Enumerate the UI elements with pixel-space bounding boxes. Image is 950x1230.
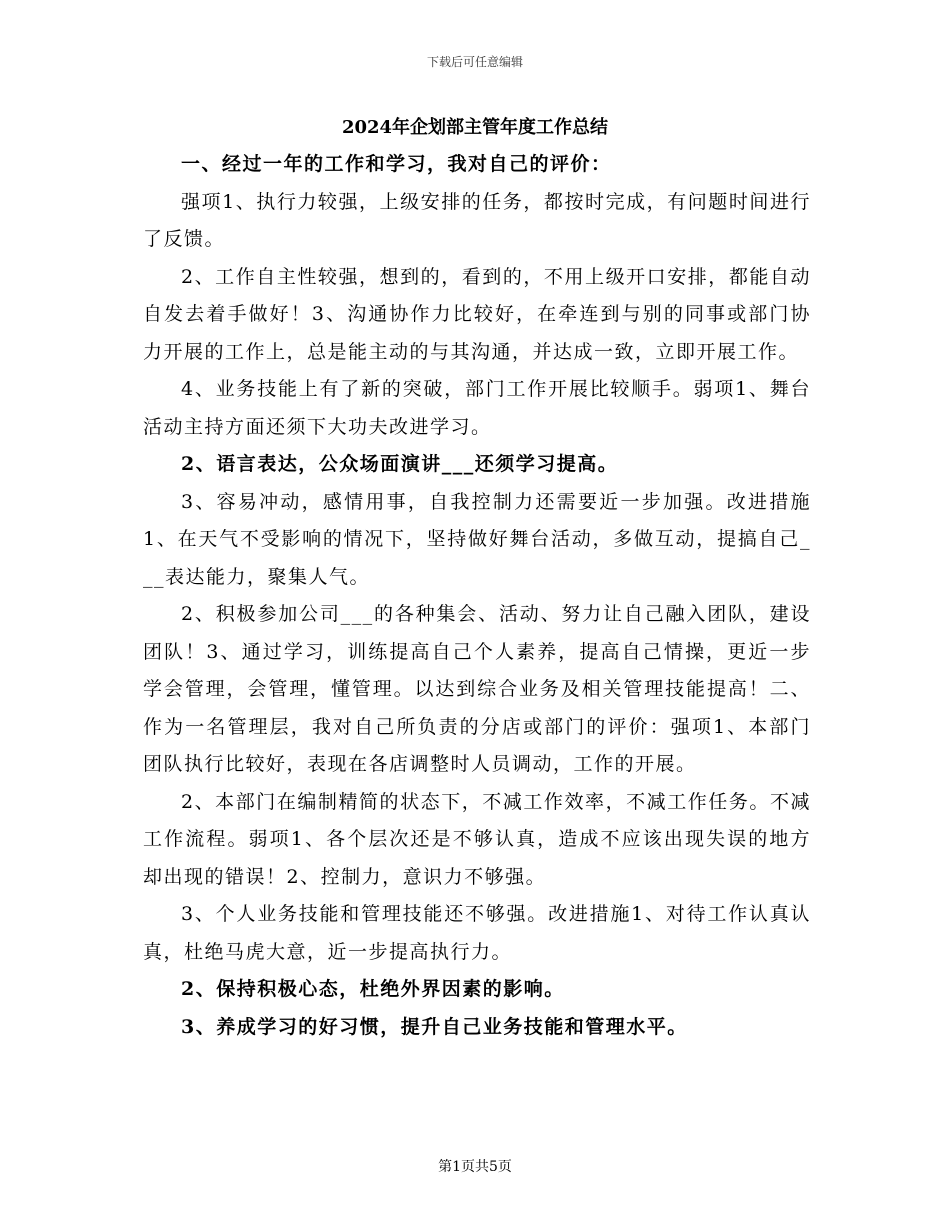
paragraph: 强项1、执行力较强，上级安排的任务，都按时完成，有问题时间进行了反馈。: [143, 190, 811, 250]
paragraph: 3、容易冲动，感情用事，自我控制力还需要近一步加强。改进措施1、在天气不受影响的情况下，坚持做好舞台活动，多做互动，提搞自己___表达能力，聚集人气。: [143, 490, 811, 588]
paragraph: 2、本部门在编制精简的状态下，不减工作效率，不减工作任务。不减工作流程。弱项1、各个层次还是不够认真，造成不应该出现失误的地方却出现的错误！2、控制力，意识力不够强。: [143, 790, 811, 888]
paragraph: 2、积极参加公司___的各种集会、活动、努力让自己融入团队，建设团队！3、通过学习，训练提高自己个人素养，提高自己情操，更近一步学会管理，会管理，懂管理。以达到综合业务及相关管理技能提高！二、作为一名管理层，我对自己所负责的分店或部门的评价：强项1、本部门团队执行比较好，表现在各店调整时人员调动，工作的开展。: [143, 603, 811, 775]
bold-paragraph: 3、养成学习的好习惯，提升自己业务技能和管理水平。: [181, 1015, 688, 1038]
document-title: 2024年企划部主管年度工作总结: [341, 117, 609, 138]
page-number-footer: 第1页共5页: [438, 1159, 512, 1175]
bold-paragraph: 2、保持积极心态，杜绝外界因素的影响。: [181, 978, 565, 1000]
document-body: [143, 146, 811, 1046]
bold-paragraph: 2、语言表达，公众场面演讲___还须学习提高。: [181, 453, 619, 475]
paragraph: 2、工作自主性较强，想到的，看到的，不用上级开口安排，都能自动自发去着手做好！3、沟通协作力比较好，在牵连到与别的同事或部门协力开展的工作上，总是能主动的与其沟通，并达成一致，立即开展工作。: [143, 265, 811, 363]
section-heading-self-evaluation: 一、经过一年的工作和学习，我对自己的评价：: [181, 153, 612, 175]
page-header-note: 下载后可任意编辑: [426, 55, 523, 69]
paragraph: 4、业务技能上有了新的突破，部门工作开展比较顺手。弱项1、舞台活动主持方面还须下大功夫改进学习。: [143, 378, 811, 438]
paragraph: 3、个人业务技能和管理技能还不够强。改进措施1、对待工作认真认真，杜绝马虎大意，近一步提高执行力。: [143, 903, 811, 963]
